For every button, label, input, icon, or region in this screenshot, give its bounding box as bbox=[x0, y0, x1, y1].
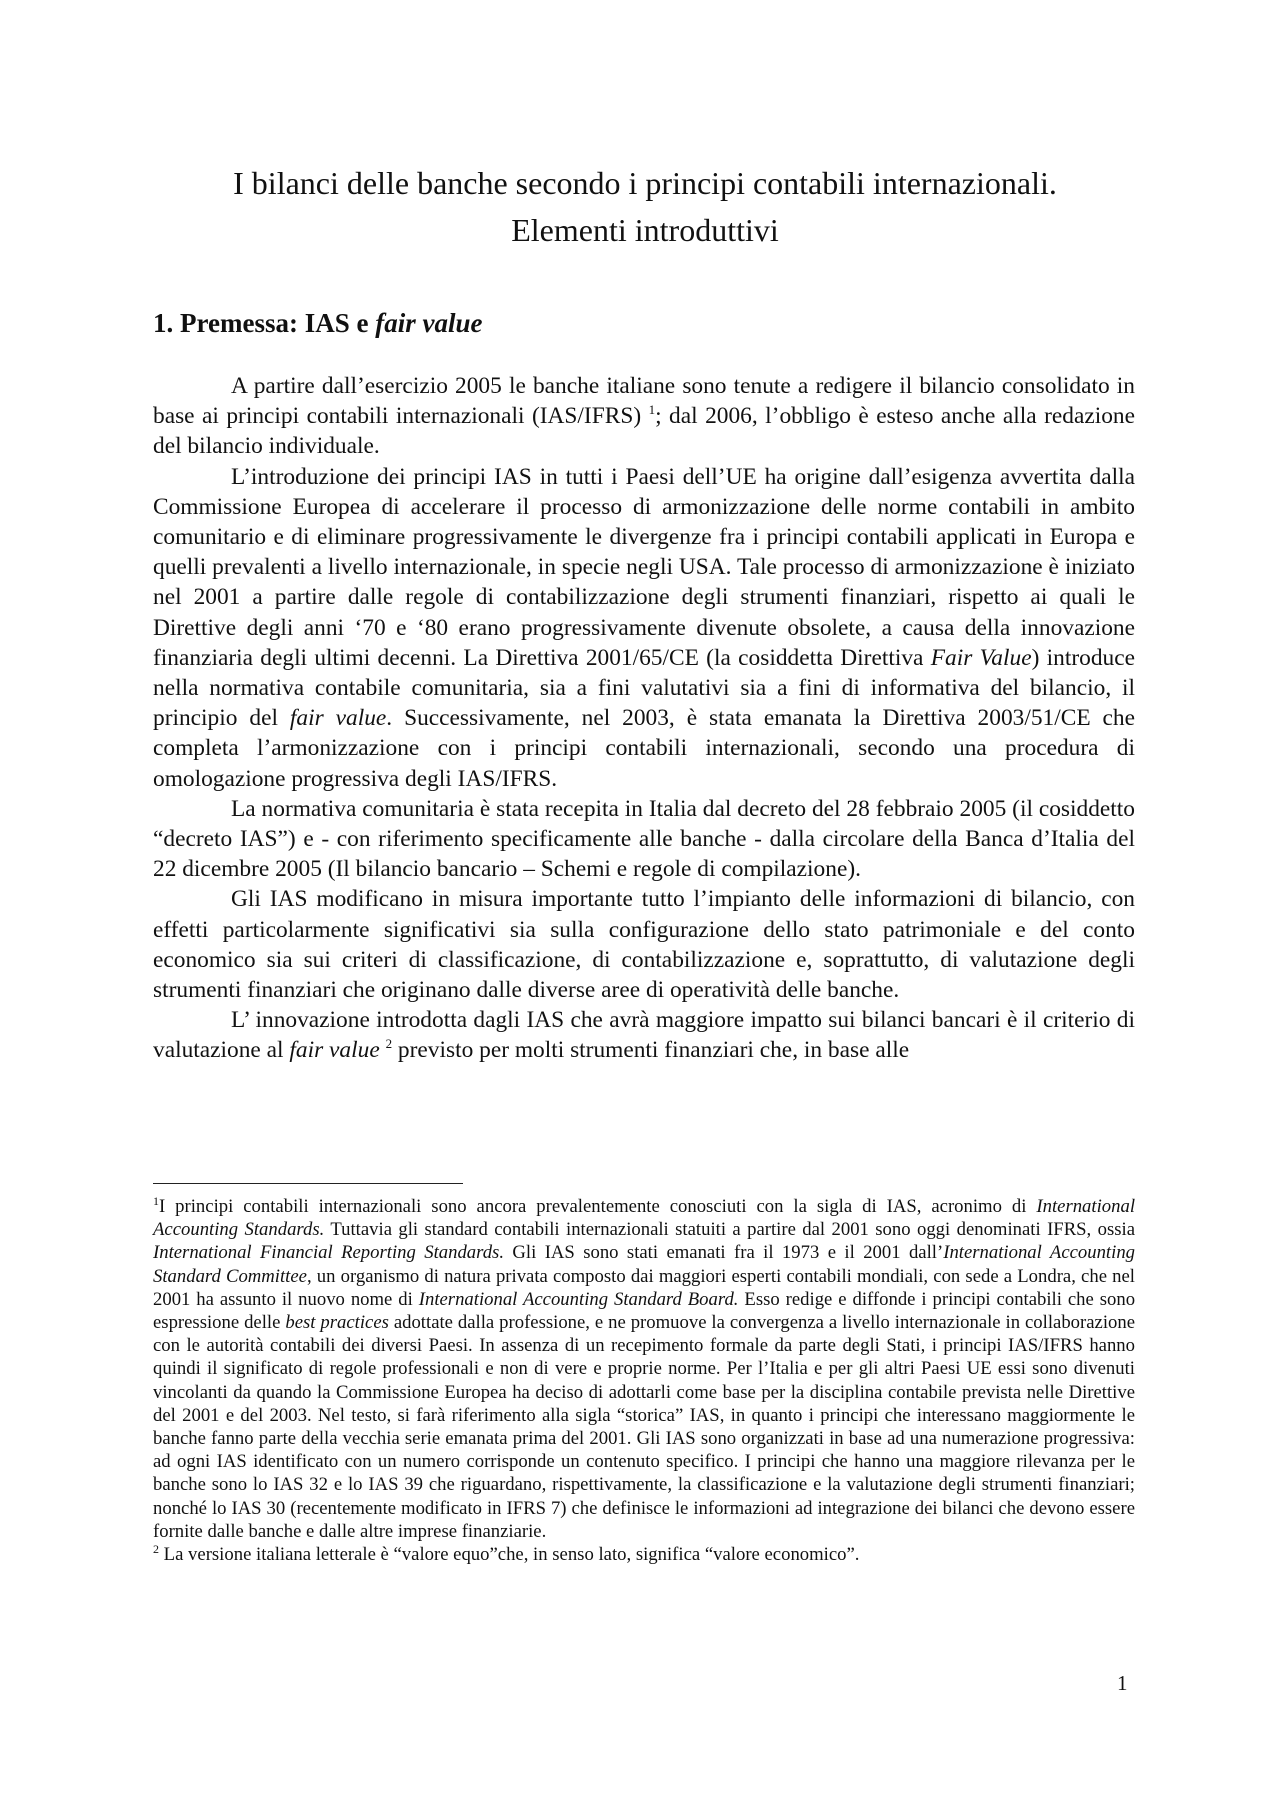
footnotes bbox=[153, 1195, 1135, 1566]
section-italic: fair value bbox=[375, 308, 483, 338]
section-text: Premessa: IAS e bbox=[180, 308, 369, 338]
footnote-ref-1[interactable]: 1 bbox=[648, 402, 656, 418]
paragraph-1: A partire dall’esercizio 2005 le banche italiane sono tenute a redigere il bilancio consolidato in base ai principi contabili internazionali (IAS/IFRS) $^1$; dal 2006, l’obbligo è esteso anche alla redazione del bilancio individuale. bbox=[153, 373, 1135, 460]
body-text bbox=[153, 371, 1135, 1066]
paragraph-3: La normativa comunitaria è stata recepita in Italia dal decreto del 28 febbraio 2005 (il cosiddetto “decreto IAS”) e - con riferimento specificamente alle banche - dalla circolare della Banca d’Italia del 22 dicembre 2005 (Il bilancio bancario – Schemi e regole di compilazione). bbox=[153, 795, 1135, 883]
section-heading bbox=[153, 308, 482, 339]
paragraph-5: L’ innovazione introdotta dagli IAS che avrà maggiore impatto sui bilanci bancari è il criterio di valutazione al fair value $^2$ previsto per molti strumenti finanziari che, in base alle bbox=[153, 1007, 1135, 1064]
footnote-ref-2[interactable]: 2 bbox=[385, 1036, 393, 1052]
title-line-1: I bilanci delle banche secondo i principi contabili internazionali. bbox=[233, 165, 1057, 201]
paragraph-4: Gli IAS modificano in misura importante tutto l’impianto delle informazioni di bilancio, con effetti particolarmente significativi sia sulla configurazione dello stato patrimoniale e del conto economico sia sui criteri di classificazione, di contabilizzazione e, soprattutto, di valutazione degli strumenti finanziari che originano dalle diverse aree di operatività delle banche. bbox=[153, 886, 1135, 1004]
footnote-separator bbox=[153, 1183, 463, 1184]
title-line-2: Elementi introduttivi bbox=[511, 212, 779, 248]
section-number: 1. bbox=[153, 308, 174, 338]
document-title bbox=[150, 160, 1140, 254]
footnote-1: $^1$I principi contabili internazionali sono ancora prevalentemente conosciuti con la sigla di IAS, acronimo di International Accounting Standards. Tuttavia gli standard contabili internazionali statuiti a partire dal 2001 sono oggi denominati IFRS, ossia International Financial Reporting Standards. Gli IAS sono stati emanati fra il 1973 e il 2001 dall’International Accounting Standard Committee, un organismo di natura privata composto dai maggiori esperti contabili mondiali, con sede a Londra, che nel 2001 ha assunto il nuovo nome di International Accounting Standard Board. Esso redige e diffonde i principi contabili che sono espressione delle best practices adottate dalla professione, e ne promuove la convergenza a livello internazionale in collaborazione con le autorità contabili dei diversi Paesi. In assenza di un recepimento formale da parte degli Stati, i principi IAS/IFRS hanno quindi il significato di regole professionali e non di vere e proprie norme. Per l’Italia e per gli altri Paesi UE essi sono divenuti vincolanti da quando la Commissione Europea ha deciso di adottarli come base per la disciplina contabile prevista nelle Direttive del 2001 e del 2003. Nel testo, si farà riferimento alla sigla “storica” IAS, in quanto i principi che interessano maggiormente le banche fanno parte della vecchia serie emanata prima del 2001. Gli IAS sono organizzati in base ad una numerazione progressiva: ad ogni IAS identificato con un numero corrisponde un contenuto specifico. I principi che hanno una maggiore rilevanza per le banche sono lo IAS 32 e lo IAS 39 che riguardano, rispettivamente, la classificazione e la valutazione degli strumenti finanziari; nonché lo IAS 30 (recentemente modificato in IFRS 7) che definisce le informazioni ad integrazione dei bilanci che devono essere fornite dalle banche e dalle altre imprese finanziarie. bbox=[153, 1193, 1136, 1542]
page-number: 1 bbox=[1117, 1671, 1128, 1695]
paragraph-2: L’introduzione dei principi IAS in tutti i Paesi dell’UE ha origine dall’esigenza avvertita dalla Commissione Europea di accelerare il processo di armonizzazione delle norme contabili in ambito comunitario e di eliminare progressivamente le divergenze fra i principi contabili applicati in Europa e quelli prevalenti a livello internazionale, in specie negli USA. Tale processo di armonizzazione è iniziato nel 2001 a partire dalle regole di contabilizzazione degli strumenti finanziari, rispetto ai quali le Direttive degli anni ‘70 e ‘80 erano progressivamente divenute obsolete, a causa della innovazione finanziaria degli ultimi decenni. La Direttiva 2001/65/CE (la cosiddetta Direttiva Fair Value) introduce nella normativa contabile comunitaria, sia a fini valutativi sia a fini di informativa del bilancio, il principio del fair value. Successivamente, nel 2003, è stata emanata la Direttiva 2003/51/CE che completa l’armonizzazione con i principi contabili internazionali, secondo una procedura di omologazione progressiva degli IAS/IFRS. bbox=[153, 463, 1136, 792]
footnote-2: $^2$ La versione italiana letterale è “valore equo”che, in senso lato, significa “valore economico”. bbox=[153, 1541, 860, 1566]
